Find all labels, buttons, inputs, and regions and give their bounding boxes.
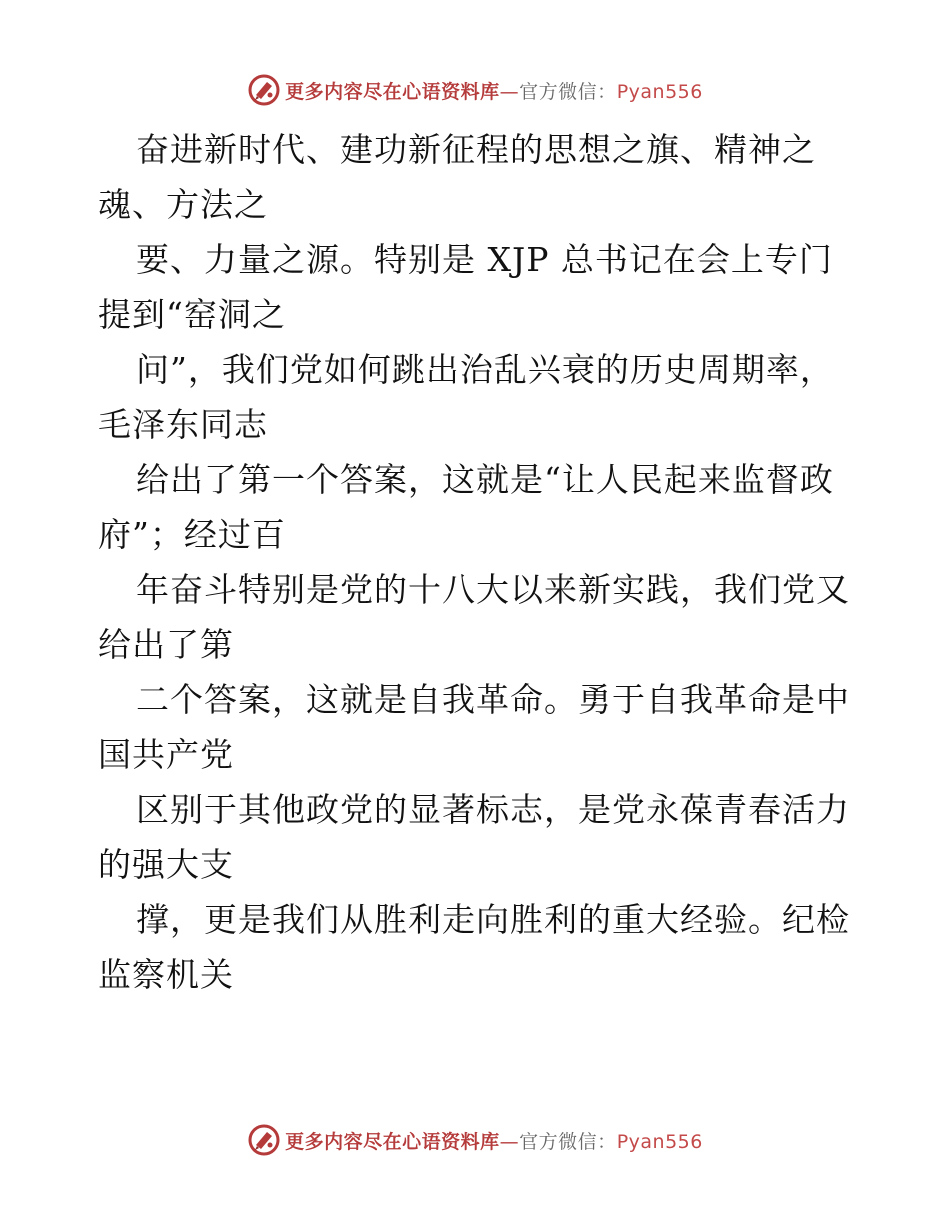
body-text-line: 的强大支	[98, 845, 234, 884]
body-text-line: 提到“窑洞之	[98, 295, 286, 334]
banner-wechat-label: 官方微信：	[519, 1130, 617, 1153]
body-text-line: 国共产党	[98, 735, 234, 774]
brand-logo-icon	[247, 73, 281, 107]
banner-main-text: 更多内容尽在心语资料库	[285, 1130, 500, 1153]
body-text-line: 府”；经过百	[98, 515, 286, 554]
banner-wechat-id: Pyan556	[616, 80, 703, 103]
banner-main-text: 更多内容尽在心语资料库	[285, 80, 500, 103]
footer-banner	[0, 1118, 950, 1162]
header-banner	[0, 68, 950, 112]
banner-dash: —	[499, 1130, 520, 1153]
body-text-line: 毛泽东同志	[98, 405, 268, 444]
body-text-line: 要、力量之源。特别是 XJP 总书记在会上专门	[136, 240, 833, 279]
banner-dash: —	[499, 80, 520, 103]
body-text-line: 魂、方法之	[98, 185, 268, 224]
document-body	[98, 122, 878, 1002]
body-text-line: 奋进新时代、建功新征程的思想之旗、精神之	[136, 130, 816, 169]
body-text-line: 问”，我们党如何跳出治乱兴衰的历史周期率，	[136, 350, 834, 389]
body-text-line: 监察机关	[98, 955, 234, 994]
banner-text	[285, 1127, 703, 1154]
body-text-line: 给出了第	[98, 625, 234, 664]
body-text-line: 二个答案，这就是自我革命。勇于自我革命是中	[136, 680, 850, 719]
banner-text	[285, 77, 703, 104]
brand-logo-icon	[247, 1123, 281, 1157]
banner-wechat-id: Pyan556	[616, 1130, 703, 1153]
body-text-line: 给出了第一个答案，这就是“让人民起来监督政	[136, 460, 834, 499]
body-text-line: 区别于其他政党的显著标志，是党永葆青春活力	[136, 790, 850, 829]
body-text-line: 撑，更是我们从胜利走向胜利的重大经验。纪检	[136, 900, 850, 939]
body-text-line: 年奋斗特别是党的十八大以来新实践，我们党又	[136, 570, 850, 609]
banner-wechat-label: 官方微信：	[519, 80, 617, 103]
